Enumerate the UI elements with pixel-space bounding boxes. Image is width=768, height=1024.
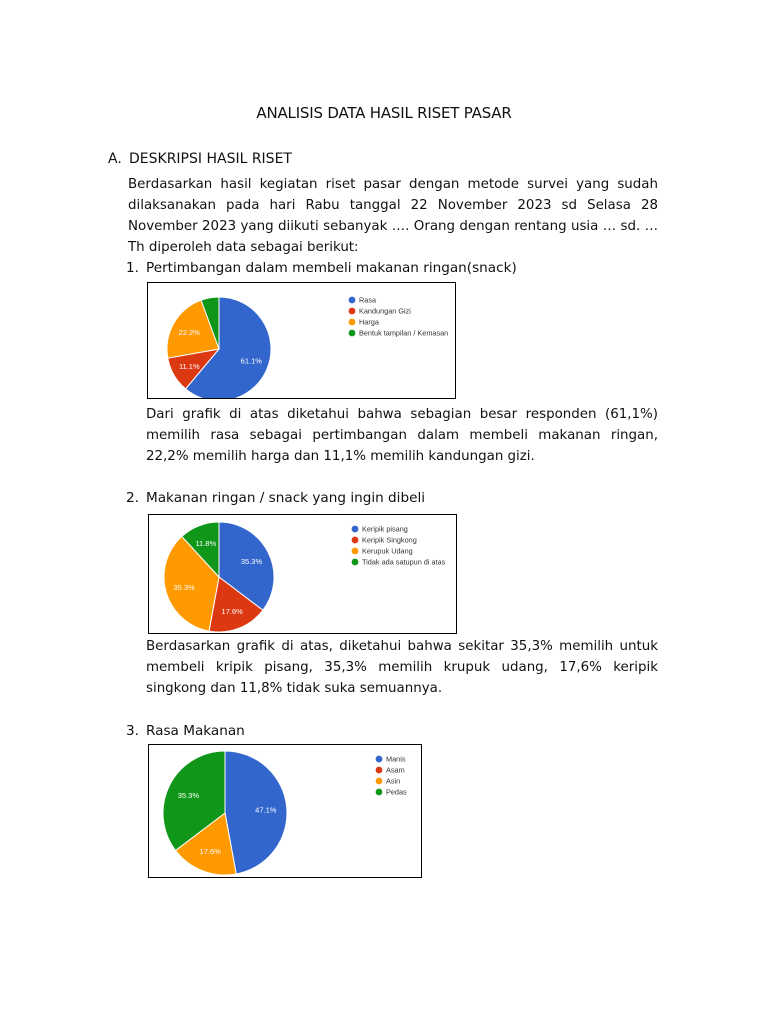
legend-label: Tidak ada satupun di atas xyxy=(362,557,446,567)
section-marker: A. xyxy=(108,151,122,167)
legend-marker xyxy=(349,319,356,326)
item-1-title: Pertimbangan dalam membeli makanan ringan(snack) xyxy=(146,260,517,276)
legend-label: Kandungan Gizi xyxy=(359,306,411,316)
intro-paragraph: Berdasarkan hasil kegiatan riset pasar dengan metode survei yang sudah dilaksanakan pada hari Rabu tanggal 22 November 2023 sd Selasa 28 November 2023 yang diikuti sebanyak …. Orang dengan rentang usia … sd. … Th diperoleh data sebagai berikut: xyxy=(128,177,658,255)
pie-data-label: 11.1% xyxy=(178,362,200,372)
legend-label: Kerupuk Udang xyxy=(362,546,413,556)
item-2-heading xyxy=(126,490,425,506)
pie-chart-3 xyxy=(148,744,422,878)
legend-label: Keripik pisang xyxy=(362,524,408,534)
pie-data-label: 47.1% xyxy=(255,805,277,815)
pie-chart-1-svg xyxy=(148,283,455,398)
legend-marker xyxy=(376,789,383,796)
legend-marker xyxy=(349,330,356,337)
legend-label: Bentuk tampilan / Kemasan xyxy=(359,328,449,338)
item-3-title: Rasa Makanan xyxy=(146,723,245,739)
legend-marker xyxy=(376,778,383,785)
pie-data-label: 11.8% xyxy=(195,539,217,549)
pie-data-label: 35.3% xyxy=(240,556,263,566)
pie-chart-3-svg xyxy=(149,745,421,877)
section-heading-text: DESKRIPSI HASIL RISET xyxy=(129,151,292,167)
pie-data-label: 17.6% xyxy=(221,606,243,616)
item-2-number: 2. xyxy=(126,490,139,506)
legend-marker xyxy=(352,559,359,566)
item-1-number: 1. xyxy=(126,260,139,276)
section-heading xyxy=(108,151,292,167)
item-1-heading xyxy=(126,260,517,276)
legend-marker xyxy=(349,308,356,315)
pie-data-label: 35.3% xyxy=(177,790,200,800)
legend-label: Asam xyxy=(386,765,405,775)
legend-label: Asin xyxy=(386,776,401,786)
legend-marker xyxy=(349,297,356,304)
pie-chart-2 xyxy=(148,514,457,634)
legend-label: Rasa xyxy=(359,295,377,305)
pie-data-label: 22.2% xyxy=(178,327,200,337)
item-3-heading xyxy=(126,723,245,739)
item-2-description: Berdasarkan grafik di atas, diketahui bahwa sekitar 35,3% memilih untuk membeli kripik pisang, 35,3% memilih krupuk udang, 17,6% keripik singkong dan 11,8% tidak suka semuannya. xyxy=(146,639,658,696)
legend-marker xyxy=(352,548,359,555)
item-3-number: 3. xyxy=(126,723,139,739)
legend-marker xyxy=(376,756,383,763)
legend-marker xyxy=(352,537,359,544)
pie-data-label: 17.6% xyxy=(199,847,221,857)
legend-label: Keripik Singkong xyxy=(362,535,417,545)
item-1-description: Dari grafik di atas diketahui bahwa sebagian besar responden (61,1%) memilih rasa sebagai pertimbangan dalam membeli makanan ringan, 22,2% memilih harga dan 11,1% memilih kandungan gizi. xyxy=(146,407,658,464)
legend-label: Harga xyxy=(359,317,379,327)
pie-data-label: 35.3% xyxy=(173,583,195,592)
pie-chart-1 xyxy=(147,282,456,399)
item-2-title: Makanan ringan / snack yang ingin dibeli xyxy=(146,490,426,506)
legend-marker xyxy=(352,526,359,533)
legend-marker xyxy=(376,767,383,774)
pie-chart-2-svg xyxy=(149,515,456,633)
pie-data-label: 61.1% xyxy=(240,356,262,366)
legend-label: Pedas xyxy=(386,787,407,797)
document-title: ANALISIS DATA HASIL RISET PASAR xyxy=(256,104,512,122)
legend-label: Manis xyxy=(386,754,406,764)
